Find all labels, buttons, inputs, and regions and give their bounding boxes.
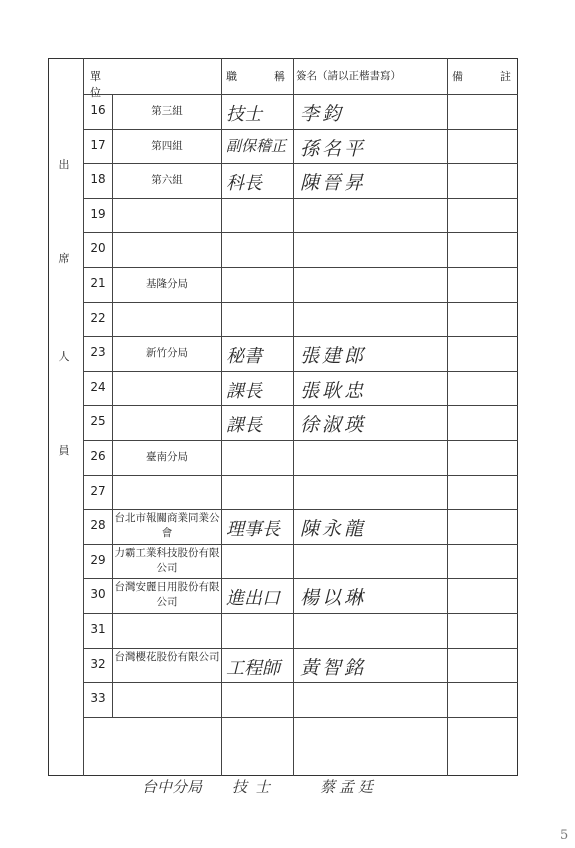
number-column-divider [112, 302, 113, 337]
row-unit: 臺南分局 [146, 451, 188, 463]
row-number: 19 [90, 206, 106, 221]
page-corner-mark: 5 [560, 828, 569, 843]
table-divider [447, 58, 448, 776]
row-number: 23 [90, 345, 106, 360]
row-number: 18 [90, 172, 106, 187]
number-column-divider [112, 405, 113, 440]
row-divider [83, 336, 518, 337]
row-divider [83, 129, 518, 130]
row-unit: 台灣櫻花股份有限公司 [114, 650, 220, 663]
row-number: 21 [90, 276, 106, 290]
number-column-divider [112, 198, 113, 233]
footer-note-signature: 蔡孟廷 [320, 778, 378, 796]
row-unit: 第三組 [151, 105, 183, 117]
side-label-char: 席 [58, 252, 70, 265]
row-number: 26 [90, 449, 106, 463]
number-column-divider [112, 682, 113, 717]
row-signature: 黃智銘 [300, 656, 367, 679]
row-number: 30 [90, 587, 106, 602]
row-divider [83, 682, 518, 683]
header-unit: 單 位 [90, 70, 210, 99]
row-unit: 第六組 [151, 174, 183, 187]
row-signature: 孫名平 [300, 137, 367, 160]
row-divider [83, 578, 518, 579]
row-title: 副保稽正 [226, 136, 287, 155]
row-divider [83, 267, 518, 268]
row-divider [83, 648, 518, 649]
row-divider [83, 198, 518, 199]
row-number: 16 [90, 103, 106, 117]
row-divider [83, 475, 518, 476]
number-column-divider [112, 475, 113, 510]
row-divider [83, 613, 518, 614]
row-number: 22 [90, 310, 106, 325]
row-number: 27 [90, 483, 106, 498]
row-divider [83, 405, 518, 406]
row-divider [83, 232, 518, 233]
table-divider [221, 58, 222, 776]
row-unit: 台北市報關商業同業公會 [114, 512, 220, 540]
row-number: 17 [90, 137, 106, 152]
row-divider [83, 371, 518, 372]
row-number: 31 [90, 622, 106, 636]
row-divider [83, 440, 518, 441]
row-title: 課長 [226, 380, 262, 402]
row-divider [83, 717, 518, 718]
row-signature: 張耿忠 [300, 379, 367, 402]
row-number: 32 [90, 656, 106, 671]
table-divider [293, 58, 294, 776]
side-label-char: 人 [58, 350, 70, 363]
number-column-divider [112, 232, 113, 267]
row-divider [83, 509, 518, 510]
row-number: 33 [90, 691, 106, 706]
header-remarks: 備 註 [452, 70, 512, 83]
row-title: 課長 [226, 415, 262, 437]
row-signature: 陳晉昇 [300, 172, 367, 195]
row-divider [83, 163, 518, 164]
row-signature: 張建郎 [300, 345, 367, 368]
row-unit: 台灣安麗日用股份有限公司 [114, 581, 220, 609]
row-number: 20 [90, 241, 106, 256]
row-unit: 力霸工業科技股份有限公司 [114, 546, 220, 574]
row-title: 進出口 [226, 588, 280, 610]
row-number: 24 [90, 379, 106, 394]
row-signature: 楊以琳 [300, 587, 367, 610]
header-signature: 簽名（請以正楷書寫） [296, 70, 401, 82]
number-column-divider [112, 371, 113, 406]
row-title: 技士 [226, 104, 262, 125]
row-title: 工程師 [226, 657, 280, 679]
footer-note-title: 技士 [232, 778, 279, 796]
row-unit: 新竹分局 [146, 347, 188, 360]
footer-note-unit: 台中分局 [142, 778, 203, 796]
row-unit: 基隆分局 [146, 278, 188, 290]
row-number: 28 [90, 518, 106, 533]
row-unit: 第四組 [151, 139, 183, 152]
row-signature: 李鈞 [300, 103, 345, 125]
side-label-char: 出 [58, 158, 70, 171]
row-signature: 徐淑瑛 [300, 414, 367, 437]
row-title: 秘書 [226, 346, 262, 368]
row-title: 科長 [226, 173, 262, 195]
number-column-divider [112, 613, 113, 648]
row-signature: 陳永龍 [300, 518, 367, 541]
header-title: 職 稱 [226, 70, 286, 83]
side-label-char: 員 [58, 444, 70, 457]
row-number: 25 [90, 414, 106, 429]
row-number: 29 [90, 552, 106, 567]
row-divider [83, 544, 518, 545]
row-title: 理事長 [226, 519, 280, 541]
row-divider [83, 302, 518, 303]
